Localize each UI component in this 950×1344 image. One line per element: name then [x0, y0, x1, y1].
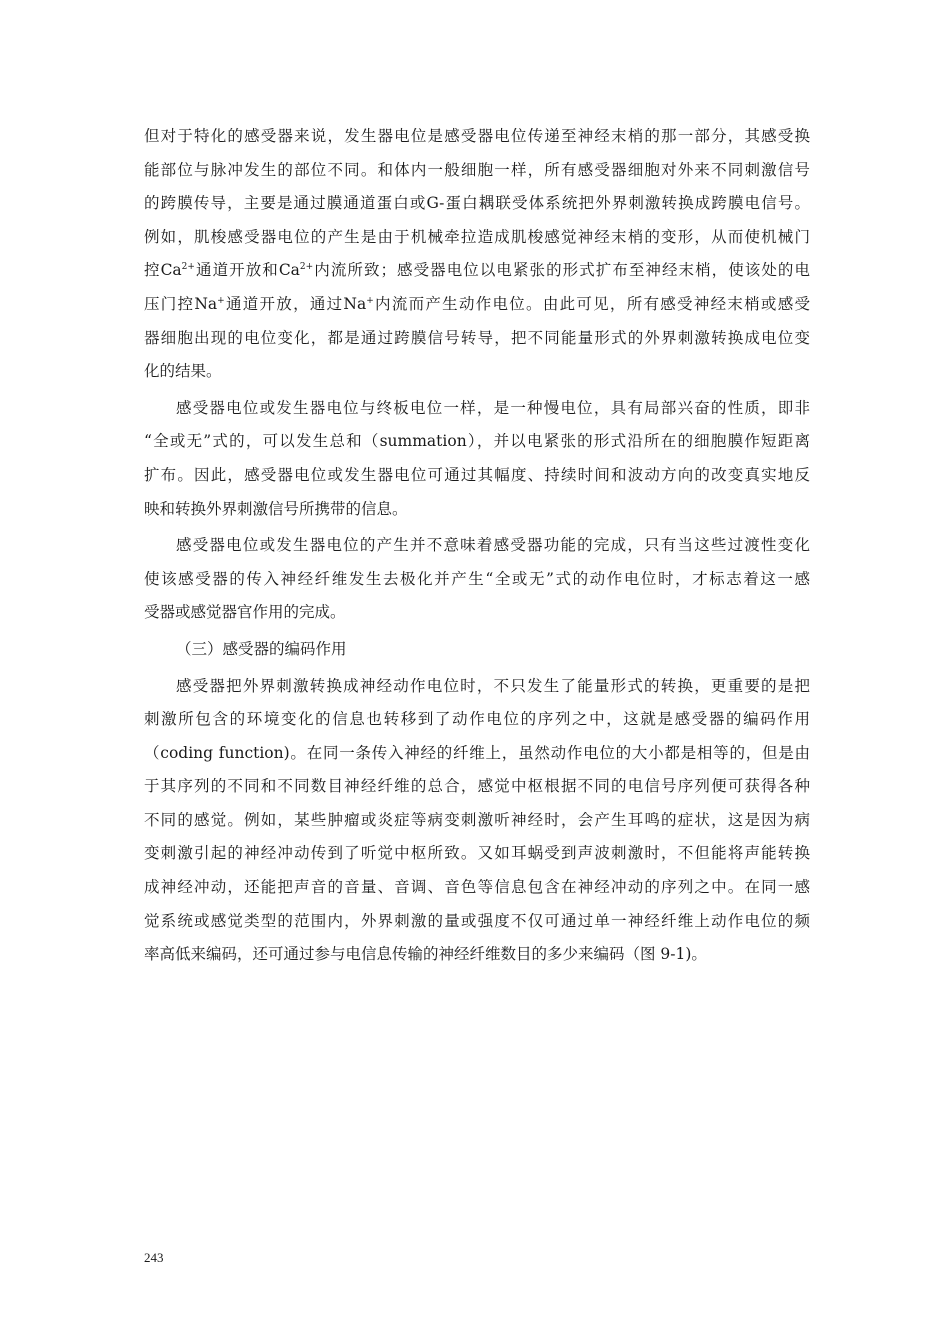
text-line: 但对于特化的感受器来说，发生器电位是感受器电位传递至神经末梢的那一部分，其感受换	[144, 127, 810, 145]
paragraph-4	[144, 670, 810, 972]
text-line: 于其序列的不同和不同数目神经纤维的总合，感觉中枢根据不同的电信号序列便可获得各种	[144, 777, 810, 796]
paragraph-3	[144, 529, 810, 630]
text-line: 化的结果。	[144, 362, 222, 381]
ion-charge-superscript: 2+	[299, 262, 314, 273]
text-line: 觉系统或感觉类型的范围内，外界刺激的量或强度不仅可通过单一神经纤维上动作电位的频	[144, 911, 810, 930]
text-line: 不同的感觉。例如，某些肿瘤或炎症等病变刺激听神经时，会产生耳鸣的症状，这是因为病	[144, 810, 810, 829]
paragraph-2	[144, 392, 810, 526]
text-line: 感受器把外界刺激转换成神经动作电位时，不只发生了能量形式的转换，更重要的是把	[176, 676, 810, 695]
text-line: 的跨膜传导，主要是通过膜通道蛋白或G-蛋白耦联受体系统把外界刺激转换成跨膜电信号。	[144, 194, 810, 213]
text-line: 率高低来编码，还可通过参与电信息传输的神经纤维数目的多少来编码（图 9-1)。	[144, 945, 707, 964]
text-line: 变刺激引起的神经冲动传到了听觉中枢所致。又如耳蜗受到声波刺激时，不但能将声能转换	[144, 844, 810, 863]
text-line: 扩布。因此，感受器电位或发生器电位可通过其幅度、持续时间和波动方向的改变真实地反	[144, 465, 810, 484]
text-line: “全或无”式的，可以发生总和（summation），并以电紧张的形式沿所在的细胞膜作短距离	[144, 432, 810, 451]
text-line: 受器或感觉器官作用的完成。	[144, 603, 346, 622]
document-body	[144, 120, 810, 972]
text-line: 器细胞出现的电位变化，都是通过跨膜信号转导，把不同能量形式的外界刺激转换成电位变	[144, 328, 810, 347]
text-line: 感受器电位或发生器电位的产生并不意味着感受器功能的完成，只有当这些过渡性变化	[176, 536, 810, 555]
ion-charge-superscript: +	[217, 295, 225, 306]
text-line-with-superscripts: 压门控Na+通道开放，通过Na+内流而产生动作电位。由此可见，所有感受神经末梢或感受	[144, 294, 810, 313]
text-line: 使该感受器的传入神经纤维发生去极化并产生“全或无”式的动作电位时，才标志着这一感	[144, 569, 810, 588]
page-number: 243	[144, 1250, 164, 1265]
text-line: 成神经冲动，还能把声音的音量、音调、音色等信息包含在神经冲动的序列之中。在同一感	[144, 878, 810, 897]
paragraph-1	[144, 120, 810, 389]
ion-charge-superscript: +	[366, 295, 374, 306]
text-line: 能部位与脉冲发生的部位不同。和体内一般细胞一样，所有感受器细胞对外来不同刺激信号	[144, 160, 810, 179]
text-line: 刺激所包含的环境变化的信息也转移到了动作电位的序列之中，这就是感受器的编码作用	[144, 710, 810, 729]
text-line: （coding function)。在同一条传入神经的纤维上，虽然动作电位的大小都是相等的，但是由	[144, 743, 810, 762]
text-line: 例如，肌梭感受器电位的产生是由于机械牵拉造成肌梭感觉神经末梢的变形，从而使机械门	[144, 227, 810, 246]
text-line: 感受器电位或发生器电位与终板电位一样，是一种慢电位，具有局部兴奋的性质，即非	[176, 398, 810, 417]
text-line-with-superscripts: 控$Ca^{2+}$通道开放和$Ca^{2+}$内流所致；感受器电位以电紧张的形式扩布至神经末梢，使该处的电	[144, 261, 810, 280]
ion-charge-superscript: 2+	[181, 262, 195, 273]
text-line: 映和转换外界刺激信号所携带的信息。	[144, 499, 408, 518]
section-heading: （三）感受器的编码作用	[176, 639, 347, 658]
